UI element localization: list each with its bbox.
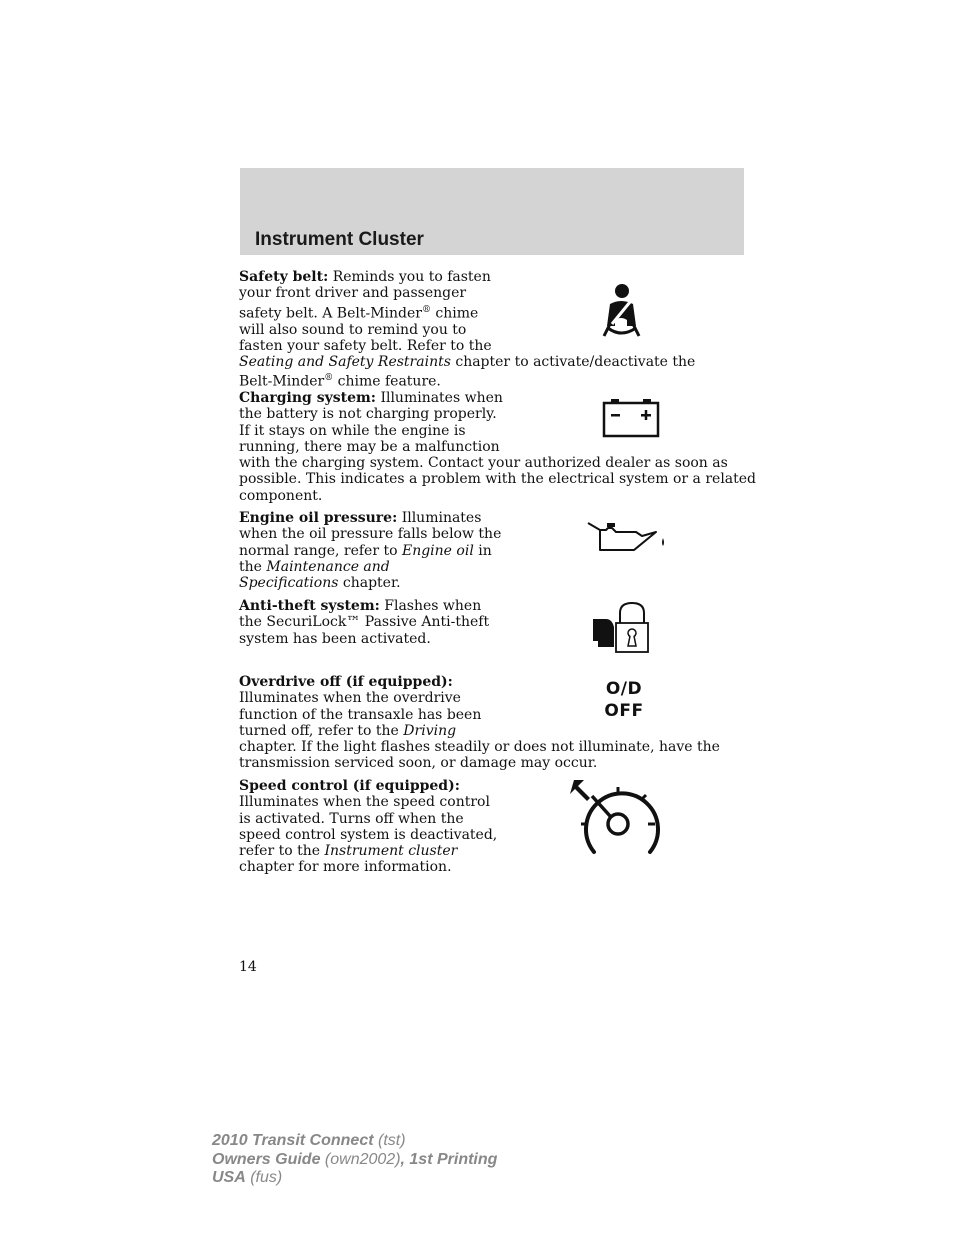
anti-theft-paragraph: Anti-theft system: Flashes when the SecuriLock™ Passive Anti-theft system has been activated. — [239, 598, 490, 647]
chapter-header — [240, 168, 744, 255]
battery-icon — [602, 398, 660, 438]
od-off-icon: O/D OFF — [604, 679, 644, 721]
chapter-title: Instrument Cluster — [255, 229, 424, 250]
seatbelt-icon — [596, 282, 646, 340]
overdrive-paragraph: Overdrive off (if equipped): Illuminates when the overdrive function of the transaxle has been turned off, refer to the Driving chapter. If the light flashes steadily or does not illuminate, have the transmission serviced soon, or damage may occur. — [239, 674, 720, 772]
term: Safety belt: — [239, 269, 329, 285]
engine-oil-paragraph: Engine oil pressure: Illuminates when the oil pressure falls below the normal range, refer to Engine oil in the Maintenance and Specifications chapter. — [239, 510, 502, 592]
safety-belt-paragraph: Safety belt: Reminds you to fasten your front driver and passenger safety belt. A Belt-Minder® chime will also sound to remind you to fasten your safety belt. Refer to the Seating and Safety Restraints chapter to activate/deactivate the Belt-Minder® chime feature. — [239, 269, 696, 391]
page-number: 14 — [239, 959, 257, 975]
speed-control-paragraph: Speed control (if equipped): Illuminates when the speed control is activated. Turns off when the speed control system is deactivated, refer to the Instrument cluster chapter for more information. — [239, 778, 498, 876]
print-footer: 2010 Transit Connect (tst) Owners Guide (own2002), 1st Printing USA (fus) — [212, 1132, 498, 1186]
anti-theft-icon — [592, 601, 652, 655]
speed-control-icon — [570, 778, 662, 858]
oil-can-icon — [586, 518, 668, 554]
charging-system-paragraph: Charging system: Illuminates when the battery is not charging properly. If it stays on while the engine is running, there may be a malfunction with the charging system. Contact your authorized dealer as soon as possible. This indicates a problem with the electrical system or a related component. — [239, 390, 757, 504]
